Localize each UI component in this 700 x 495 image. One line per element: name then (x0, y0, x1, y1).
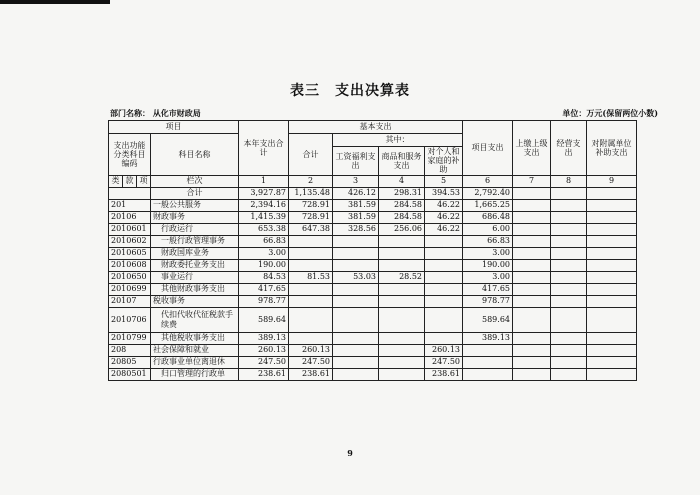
value-cell (289, 235, 333, 247)
value-cell (333, 283, 379, 295)
table-row (109, 259, 637, 271)
value-cell: 589.64 (239, 307, 289, 332)
value-cell (513, 332, 551, 344)
col-number: 1 (239, 175, 289, 187)
col-number: 3 (333, 175, 379, 187)
header-subsidy: 对个人和家庭的补助 (425, 147, 463, 176)
subject-name-cell: 代扣代收代征税款手续费 (151, 307, 239, 332)
value-cell (379, 307, 425, 332)
value-cell: 389.13 (463, 332, 513, 344)
value-cell (587, 356, 637, 368)
value-cell: 417.65 (239, 283, 289, 295)
value-cell (513, 344, 551, 356)
value-cell: 3,927.87 (239, 187, 289, 199)
value-cell: 46.22 (425, 223, 463, 235)
value-cell (551, 259, 587, 271)
value-cell (425, 247, 463, 259)
value-cell (289, 259, 333, 271)
subject-name-cell: 其他税收事务支出 (151, 332, 239, 344)
header-kuan: 款 (123, 175, 137, 187)
table-row (109, 211, 637, 223)
value-cell (379, 283, 425, 295)
code-cell: 2010608 (109, 259, 151, 271)
value-cell: 3.00 (463, 271, 513, 283)
value-cell: 389.13 (239, 332, 289, 344)
value-cell (513, 247, 551, 259)
table-row (109, 187, 637, 199)
table-row (109, 332, 637, 344)
subject-name-cell: 行政运行 (151, 223, 239, 235)
value-cell (551, 344, 587, 356)
table-row (109, 307, 637, 332)
value-cell: 238.61 (289, 368, 333, 380)
page-title: 表三 支出决算表 (290, 83, 410, 99)
code-cell: 2010605 (109, 247, 151, 259)
value-cell: 426.12 (333, 187, 379, 199)
value-cell (463, 368, 513, 380)
value-cell: 284.58 (379, 199, 425, 211)
value-cell: 417.65 (463, 283, 513, 295)
value-cell (587, 223, 637, 235)
value-cell (333, 356, 379, 368)
page-number: 9 (347, 448, 353, 458)
value-cell (513, 356, 551, 368)
value-cell: 394.53 (425, 187, 463, 199)
subject-name-cell: 合计 (151, 187, 239, 199)
value-cell (587, 283, 637, 295)
code-cell: 208 (109, 344, 151, 356)
value-cell: 190.00 (463, 259, 513, 271)
value-cell: 1,415.39 (239, 211, 289, 223)
value-cell (587, 187, 637, 199)
value-cell: 238.61 (239, 368, 289, 380)
value-cell (551, 356, 587, 368)
subject-name-cell: 一般公共服务 (151, 199, 239, 211)
col-number: 8 (551, 175, 587, 187)
value-cell (551, 235, 587, 247)
value-cell: 247.50 (289, 356, 333, 368)
subject-name-cell: 事业运行 (151, 271, 239, 283)
value-cell (513, 223, 551, 235)
col-number: 7 (513, 175, 551, 187)
code-cell: 20805 (109, 356, 151, 368)
value-cell: 589.64 (463, 307, 513, 332)
value-cell (513, 235, 551, 247)
table-row (109, 356, 637, 368)
value-cell (289, 295, 333, 307)
subject-name-cell: 其他财政事务支出 (151, 283, 239, 295)
code-cell: 20107 (109, 295, 151, 307)
value-cell (379, 368, 425, 380)
value-cell (513, 368, 551, 380)
code-cell: 2080501 (109, 368, 151, 380)
header-turnover: 上缴上级支出 (513, 121, 551, 176)
value-cell: 978.77 (239, 295, 289, 307)
value-cell: 284.58 (379, 211, 425, 223)
value-cell: 728.91 (289, 199, 333, 211)
value-cell (425, 235, 463, 247)
value-cell (587, 332, 637, 344)
value-cell (551, 187, 587, 199)
meta-line (110, 108, 658, 119)
value-cell (333, 247, 379, 259)
table-row (109, 344, 637, 356)
value-cell (425, 283, 463, 295)
table-row (109, 295, 637, 307)
header-subject-name: 科目名称 (151, 134, 239, 176)
value-cell: 84.53 (239, 271, 289, 283)
code-cell: 2010650 (109, 271, 151, 283)
code-cell: 20106 (109, 211, 151, 223)
value-cell: 1,665.25 (463, 199, 513, 211)
subject-name-cell: 归口管理的行政单 (151, 368, 239, 380)
value-cell (587, 344, 637, 356)
header-operating: 经营支出 (551, 121, 587, 176)
value-cell (587, 211, 637, 223)
value-cell: 46.22 (425, 199, 463, 211)
value-cell (551, 211, 587, 223)
value-cell (587, 259, 637, 271)
col-number: 6 (463, 175, 513, 187)
value-cell: 686.48 (463, 211, 513, 223)
value-cell (551, 271, 587, 283)
value-cell (289, 307, 333, 332)
value-cell (425, 307, 463, 332)
value-cell (551, 295, 587, 307)
col-number: 9 (587, 175, 637, 187)
value-cell: 53.03 (333, 271, 379, 283)
value-cell (379, 295, 425, 307)
value-cell (551, 223, 587, 235)
value-cell (333, 295, 379, 307)
value-cell (333, 332, 379, 344)
value-cell (513, 187, 551, 199)
value-cell: 3.00 (239, 247, 289, 259)
header-lanci: 栏次 (151, 175, 239, 187)
table-row (109, 235, 637, 247)
value-cell (425, 332, 463, 344)
value-cell: 978.77 (463, 295, 513, 307)
value-cell (513, 283, 551, 295)
header-item: 项目 (109, 121, 239, 134)
table-row (109, 368, 637, 380)
header-xiang: 项 (137, 175, 151, 187)
value-cell (587, 271, 637, 283)
scan-corner-mark (0, 0, 110, 4)
subject-name-cell: 财政委托业务支出 (151, 259, 239, 271)
value-cell (379, 344, 425, 356)
value-cell: 247.50 (239, 356, 289, 368)
value-cell: 3.00 (463, 247, 513, 259)
value-cell (333, 344, 379, 356)
value-cell (551, 332, 587, 344)
header-affiliated: 对附属单位补助支出 (587, 121, 637, 176)
value-cell (425, 271, 463, 283)
value-cell (551, 307, 587, 332)
value-cell (289, 332, 333, 344)
value-cell (587, 235, 637, 247)
table-row (109, 271, 637, 283)
expenditure-table (108, 120, 637, 381)
value-cell: 328.56 (333, 223, 379, 235)
value-cell (333, 368, 379, 380)
value-cell: 1,135.48 (289, 187, 333, 199)
value-cell: 28.52 (379, 271, 425, 283)
code-cell: 2010602 (109, 235, 151, 247)
value-cell (289, 283, 333, 295)
code-cell: 2010699 (109, 283, 151, 295)
value-cell (379, 259, 425, 271)
value-cell: 381.59 (333, 199, 379, 211)
expenditure-table-wrap (108, 120, 636, 381)
value-cell (425, 259, 463, 271)
table-row (109, 223, 637, 235)
subject-name-cell: 一般行政管理事务 (151, 235, 239, 247)
value-cell: 66.83 (239, 235, 289, 247)
value-cell: 66.83 (463, 235, 513, 247)
table-row (109, 199, 637, 211)
value-cell: 260.13 (289, 344, 333, 356)
header-among: 其中： (333, 134, 463, 147)
subject-name-cell: 社会保障和就业 (151, 344, 239, 356)
value-cell (587, 368, 637, 380)
value-cell: 190.00 (239, 259, 289, 271)
value-cell (379, 332, 425, 344)
value-cell (379, 356, 425, 368)
value-cell (513, 199, 551, 211)
value-cell: 298.31 (379, 187, 425, 199)
value-cell (333, 235, 379, 247)
value-cell: 2,394.16 (239, 199, 289, 211)
value-cell (333, 307, 379, 332)
value-cell (587, 199, 637, 211)
value-cell (587, 247, 637, 259)
value-cell (379, 235, 425, 247)
code-cell: 2010706 (109, 307, 151, 332)
value-cell: 238.61 (425, 368, 463, 380)
header-project: 项目支出 (463, 121, 513, 176)
header-goods: 商品和服务支出 (379, 147, 425, 176)
value-cell (463, 344, 513, 356)
value-cell (551, 247, 587, 259)
value-cell (513, 295, 551, 307)
value-cell (513, 259, 551, 271)
value-cell: 6.00 (463, 223, 513, 235)
value-cell (513, 211, 551, 223)
department-name: 部门名称： 从化市财政局 (110, 108, 201, 118)
header-func-code: 支出功能分类科目编码 (109, 134, 151, 176)
subject-name-cell: 行政事业单位离退休 (151, 356, 239, 368)
header-current-total: 本年支出合计 (239, 121, 289, 176)
subject-name-cell: 财政事务 (151, 211, 239, 223)
value-cell (551, 283, 587, 295)
table-row (109, 247, 637, 259)
header-lei: 类 (109, 175, 123, 187)
value-cell (463, 356, 513, 368)
value-cell: 2,792.40 (463, 187, 513, 199)
code-cell: 201 (109, 199, 151, 211)
code-cell: 2010799 (109, 332, 151, 344)
value-cell: 647.38 (289, 223, 333, 235)
unit-label: 单位：万元(保留两位小数) (562, 108, 658, 118)
header-total: 合计 (289, 134, 333, 176)
col-number: 5 (425, 175, 463, 187)
value-cell: 260.13 (425, 344, 463, 356)
value-cell (379, 247, 425, 259)
value-cell (425, 295, 463, 307)
value-cell (289, 247, 333, 259)
value-cell (551, 368, 587, 380)
value-cell (513, 307, 551, 332)
value-cell: 653.38 (239, 223, 289, 235)
subject-name-cell: 税收事务 (151, 295, 239, 307)
code-cell (109, 187, 151, 199)
col-number: 2 (289, 175, 333, 187)
value-cell: 247.50 (425, 356, 463, 368)
value-cell: 728.91 (289, 211, 333, 223)
col-number: 4 (379, 175, 425, 187)
subject-name-cell: 财政国库业务 (151, 247, 239, 259)
value-cell (333, 259, 379, 271)
value-cell: 260.13 (239, 344, 289, 356)
code-cell: 2010601 (109, 223, 151, 235)
header-basic: 基本支出 (289, 121, 463, 134)
value-cell (551, 199, 587, 211)
value-cell (587, 295, 637, 307)
table-row (109, 283, 637, 295)
header-wages: 工资福利支出 (333, 147, 379, 176)
value-cell: 46.22 (425, 211, 463, 223)
value-cell: 256.06 (379, 223, 425, 235)
value-cell (513, 271, 551, 283)
value-cell: 81.53 (289, 271, 333, 283)
value-cell (587, 307, 637, 332)
value-cell: 381.59 (333, 211, 379, 223)
